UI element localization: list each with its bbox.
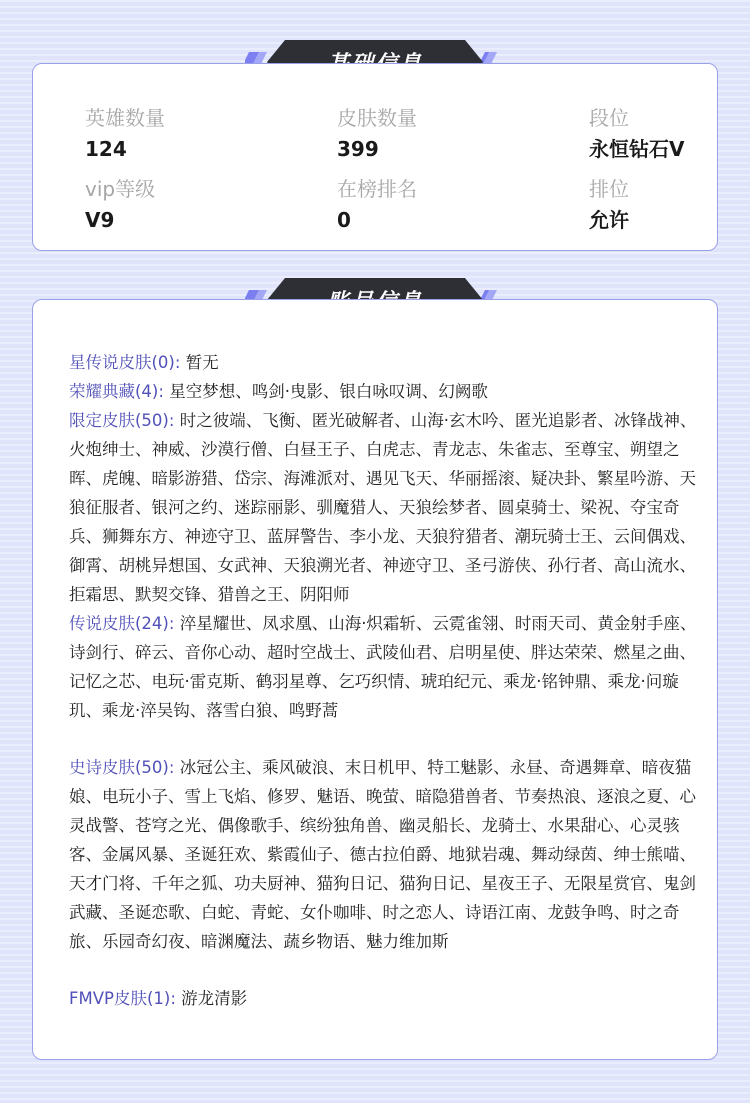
skin-group-text: 星空梦想、鸣剑·曳影、银白咏叹调、幻阙歌 <box>169 382 488 401</box>
stat-label: 排位 <box>589 177 629 201</box>
skin-group-star-legend <box>69 348 699 377</box>
skin-group-key: 限定皮肤(50): <box>69 411 175 430</box>
basic-info-grid <box>85 104 705 234</box>
skin-group-fmvp <box>69 984 699 1013</box>
stat-vip-level <box>85 175 285 234</box>
basic-info-card <box>32 63 718 251</box>
stat-leaderboard-rank <box>337 175 537 234</box>
skin-group-key: 传说皮肤(24): <box>69 614 175 633</box>
skin-group-text: 淬星耀世、凤求凰、山海·炽霜斩、云霓雀翎、时雨天司、黄金射手座、诗剑行、碎云、音你心动、超时空战士、武陵仙君、启明星使、胖达荣荣、燃星之曲、记忆之芯、电玩·雷克斯、鹤羽星尊、乞巧织情、琥珀纪元、乘龙·铭钟鼎、乘龙·问璇玑、乘龙·淬吴钩、落雪白狼、鸣野蒿 <box>69 614 697 720</box>
stat-value: V9 <box>85 208 115 232</box>
stat-value: 永恒钻石V <box>589 137 685 161</box>
stat-label: 段位 <box>589 106 629 130</box>
skin-group-limited <box>69 406 699 609</box>
skin-group-text: 冰冠公主、乘风破浪、末日机甲、特工魅影、永昼、奇遇舞章、暗夜猫娘、电玩小子、雪上飞焰、修罗、魅语、晚萤、暗隐猎兽者、节奏热浪、逐浪之夏、心灵战警、苍穹之光、偶像歌手、缤纷独角兽、幽灵船长、龙骑士、水果甜心、心灵骇客、金属风暴、圣诞狂欢、紫霞仙子、德古拉伯爵、地狱岩魂、舞动绿茵、绅士熊喵、天才门将、千年之狐、功夫厨神、猫狗日记、猫狗日记、星夜王子、无限星赏官、鬼剑武藏、圣诞恋歌、白蛇、青蛇、女仆咖啡、时之恋人、诗语江南、龙鼓争鸣、时之奇旅、乐园奇幻夜、暗渊魔法、蔬乡物语、魅力维加斯 <box>69 758 696 951</box>
stat-value: 允许 <box>589 208 629 232</box>
stat-skin-count <box>337 104 537 163</box>
skin-group-key: 史诗皮肤(50): <box>69 758 175 777</box>
account-info-card <box>32 299 718 1060</box>
stat-value: 124 <box>85 137 127 161</box>
skin-group-text: 暂无 <box>185 353 219 372</box>
stat-rank-tier <box>589 104 750 163</box>
stat-value: 399 <box>337 137 379 161</box>
skin-group-text: 时之彼端、飞衡、匿光破解者、山海·玄木吟、匿光追影者、冰锋战神、火炮绅士、神威、沙漠行僧、白昼王子、白虎志、青龙志、朱雀志、至尊宝、朔望之晖、虎魄、暗影游猎、岱宗、海滩派对、遇见飞天、华丽摇滚、疑决卦、繁星吟游、天狼征服者、银河之约、迷踪丽影、驯魔猎人、天狼绘梦者、圆桌骑士、梁祝、夺宝奇兵、狮舞东方、神迹守卫、蓝屏警告、李小龙、天狼狩猎者、潮玩骑士王、云间偶戏、御霄、胡桃异想国、女武神、天狼溯光者、神迹守卫、圣弓游侠、孙行者、高山流水、拒霜思、默契交锋、猎兽之王、阴阳师 <box>69 411 697 604</box>
stat-hero-count <box>85 104 285 163</box>
skin-group-legend <box>69 609 699 725</box>
skin-group-epic <box>69 753 699 956</box>
stat-value: 0 <box>337 208 351 232</box>
skin-group-text: 游龙清影 <box>181 989 248 1008</box>
stat-label: vip等级 <box>85 177 156 201</box>
stat-label: 英雄数量 <box>85 106 165 130</box>
stat-label: 皮肤数量 <box>337 106 417 130</box>
skin-group-key: 荣耀典藏(4): <box>69 382 164 401</box>
skin-group-key: 星传说皮肤(0): <box>69 353 181 372</box>
skin-group-key: FMVP皮肤(1): <box>69 989 176 1008</box>
stat-label: 在榜排名 <box>337 177 417 201</box>
skin-group-glory-collection <box>69 377 699 406</box>
stat-ranked-allowed <box>589 175 750 234</box>
skin-list <box>69 348 699 1013</box>
